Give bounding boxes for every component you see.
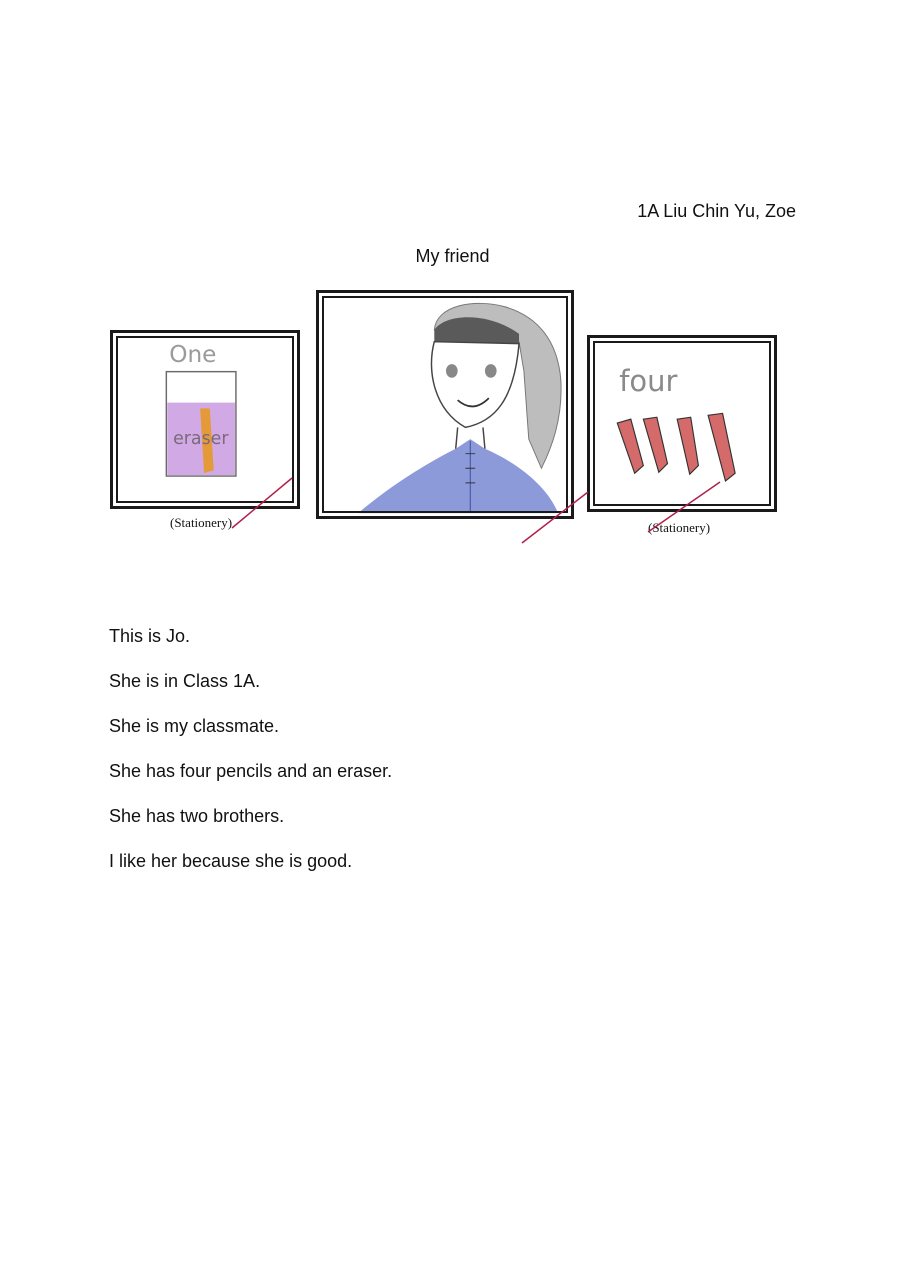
page-title: My friend — [415, 246, 490, 266]
friend-portrait-frame — [316, 290, 574, 519]
sentence-3: She is my classmate. — [109, 716, 280, 736]
girl-drawing — [319, 293, 571, 516]
pencil-4 — [708, 413, 735, 481]
author-name: 1A Liu Chin Yu, Zoe — [637, 201, 796, 221]
pencil-3 — [677, 417, 698, 474]
caption-stationery-left: (Stationery) — [170, 515, 233, 530]
eraser-icon — [113, 333, 297, 506]
caption-stationery-right: (Stationery) — [648, 520, 711, 535]
sentence-2: She is in Class 1A. — [109, 671, 261, 691]
word-one: One — [169, 340, 217, 368]
sentence-4: She has four pencils and an eraser. — [109, 761, 393, 781]
pencil-1 — [617, 419, 643, 473]
eraser-label: eraser — [173, 429, 229, 450]
sentence-6: I like her because she is good. — [109, 851, 353, 871]
pencils-icon — [590, 338, 774, 509]
sentence-5: She has two brothers. — [109, 806, 285, 826]
story-text — [109, 614, 392, 884]
pencil-2 — [643, 417, 667, 472]
word-four: four — [619, 364, 678, 399]
eraser-picture-frame — [110, 330, 300, 509]
pencils-picture-frame — [587, 335, 777, 512]
sentence-1: This is Jo. — [109, 626, 191, 646]
